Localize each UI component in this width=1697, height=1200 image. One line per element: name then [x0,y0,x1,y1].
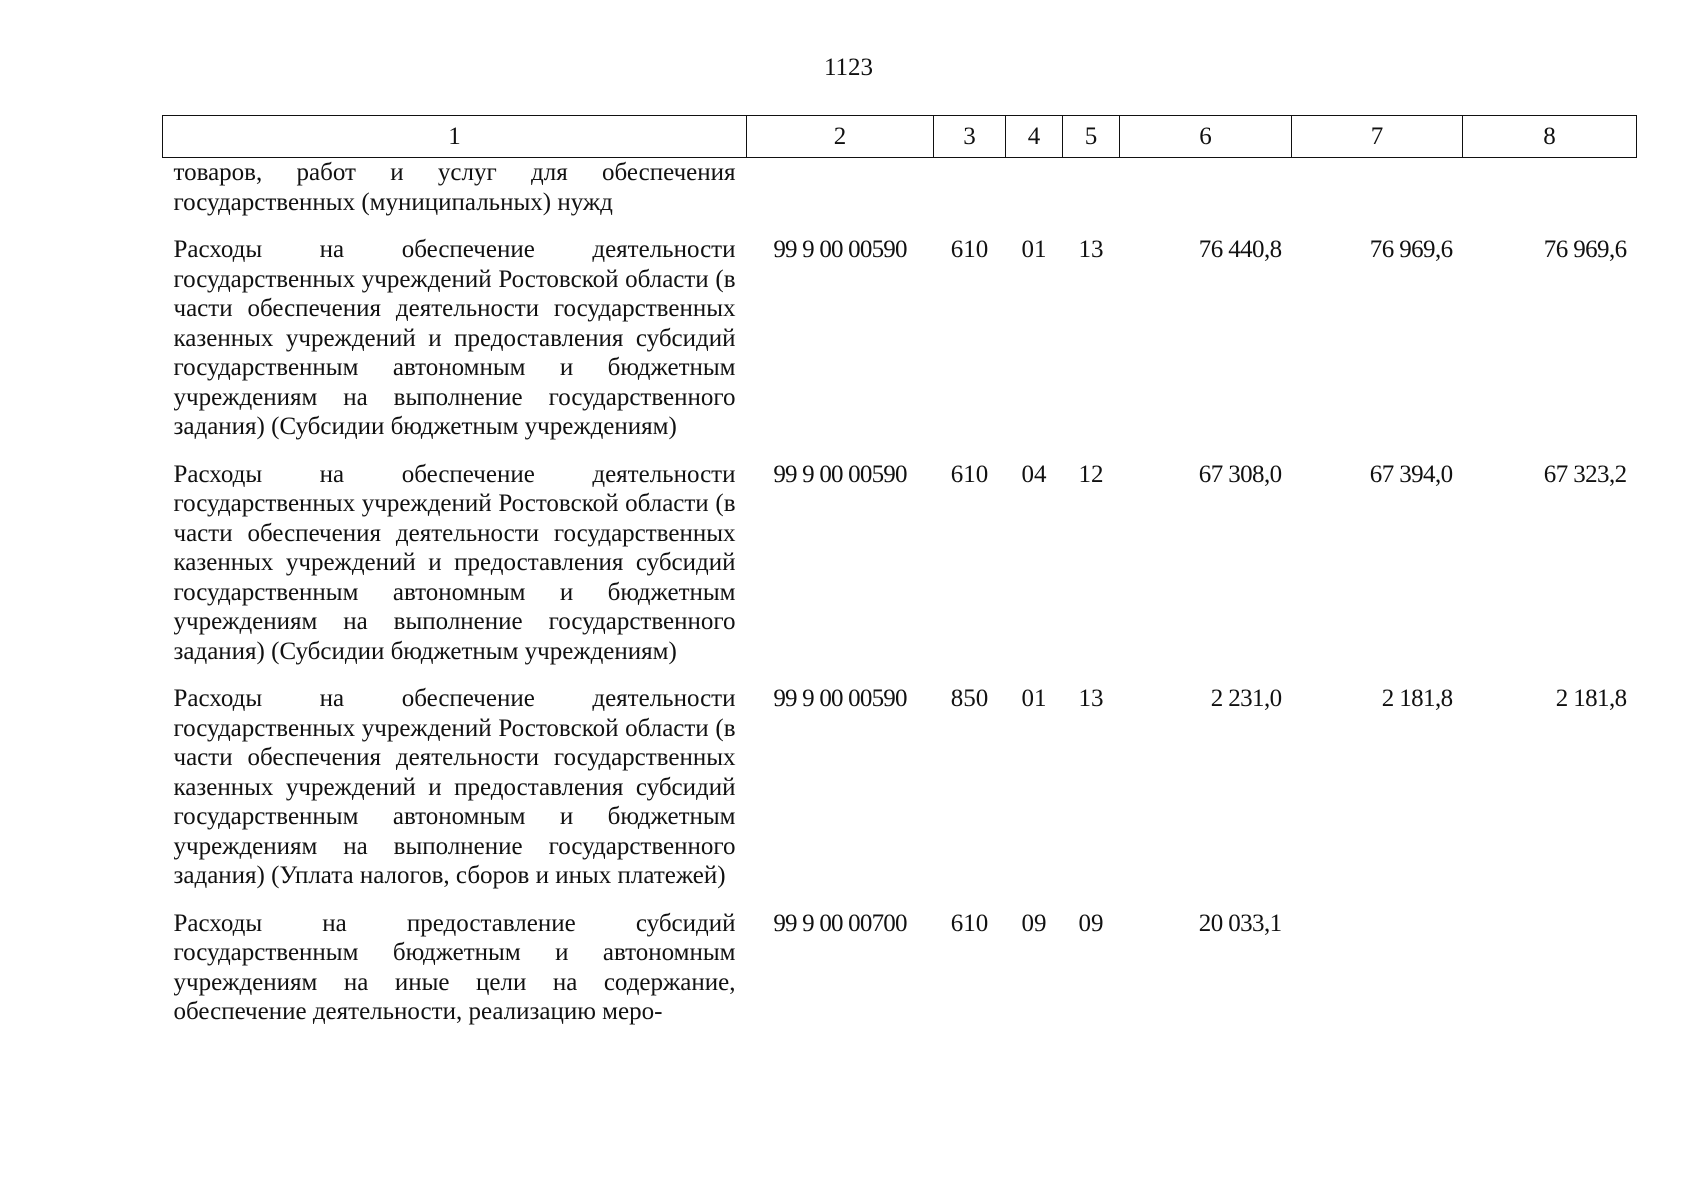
col-header-7: 7 [1292,116,1463,158]
budget-table [162,115,1637,1037]
table-row [163,158,1637,228]
row-expense-type: 610 [950,909,989,937]
table-row [163,227,1637,452]
row-value-col8 [1463,158,1637,228]
row-value-col6: 20 033,1 [1198,909,1282,937]
row-subsection [1063,158,1120,228]
page-number: 1123 [823,54,874,81]
col-header-8: 8 [1463,116,1637,158]
row-expense-type: 610 [950,460,989,488]
row-value-col6: 67 308,0 [1198,460,1282,488]
row-expense-type: 850 [950,685,989,712]
row-description: Расходы на обеспечение деятельности государственных учреждений Ростовской области (в части обеспечения деятельности государственных казенных учреждений и предоставления субсидий государственным автономным и бюджетным учреждениям на выполнение государственного задания) (Уплата налогов, сборов и иных платежей) [173,685,736,889]
row-value-col8: 76 969,6 [1543,236,1627,263]
row-value-col7 [1292,901,1463,1037]
table-header-row [163,116,1637,158]
row-section: 04 [1021,460,1047,488]
col-header-6: 6 [1120,116,1292,158]
row-expense-type [934,158,1006,228]
col-header-1: 1 [163,116,747,158]
table-row [163,452,1637,677]
row-value-col6: 2 231,0 [1210,685,1282,712]
row-target-code [747,158,934,228]
row-subsection: 09 [1078,909,1104,937]
row-description: Расходы на предоставление субсидий государственным бюджетным и автономным учреждениям на иные цели на содержание, обеспечение деятельности, реализацию меро- [173,909,736,1025]
row-subsection: 13 [1078,236,1104,263]
table-row [163,676,1637,901]
row-description: Расходы на обеспечение деятельности государственных учреждений Ростовской области (в части обеспечения деятельности государственных казенных учреждений и предоставления субсидий государственным автономным и бюджетным учреждениям на выполнение государственного задания) (Субсидии бюджетным учреждениям) [173,236,736,440]
table-row [163,901,1637,1037]
row-subsection: 12 [1078,460,1104,488]
row-expense-type: 610 [950,236,989,263]
row-section [1006,158,1063,228]
row-value-col7: 67 394,0 [1369,460,1453,488]
row-value-col6 [1120,158,1292,228]
row-target-code: 99 9 00 00700 [773,909,907,937]
row-value-col6: 76 440,8 [1198,236,1282,263]
row-target-code: 99 9 00 00590 [773,460,907,488]
row-description: Расходы на обеспечение деятельности государственных учреждений Ростовской области (в части обеспечения деятельности государственных казенных учреждений и предоставления субсидий государственным автономным и бюджетным учреждениям на выполнение государственного задания) (Субсидии бюджетным учреждениям) [173,460,736,665]
row-value-col8 [1463,901,1637,1037]
row-value-col7: 2 181,8 [1381,685,1453,712]
row-target-code: 99 9 00 00590 [773,236,907,263]
col-header-3: 3 [934,116,1006,158]
row-description: товаров, работ и услуг для обеспечения государственных (муниципальных) нужд [173,159,736,216]
row-value-col8: 2 181,8 [1555,685,1627,712]
col-header-2: 2 [747,116,934,158]
row-section: 01 [1021,236,1047,263]
row-section: 09 [1021,909,1047,937]
row-value-col8: 67 323,2 [1543,460,1627,488]
row-value-col7: 76 969,6 [1369,236,1453,263]
col-header-5: 5 [1063,116,1120,158]
row-section: 01 [1021,685,1047,712]
row-target-code: 99 9 00 00590 [773,685,907,712]
row-subsection: 13 [1078,685,1104,712]
row-value-col7 [1292,158,1463,228]
col-header-4: 4 [1006,116,1063,158]
